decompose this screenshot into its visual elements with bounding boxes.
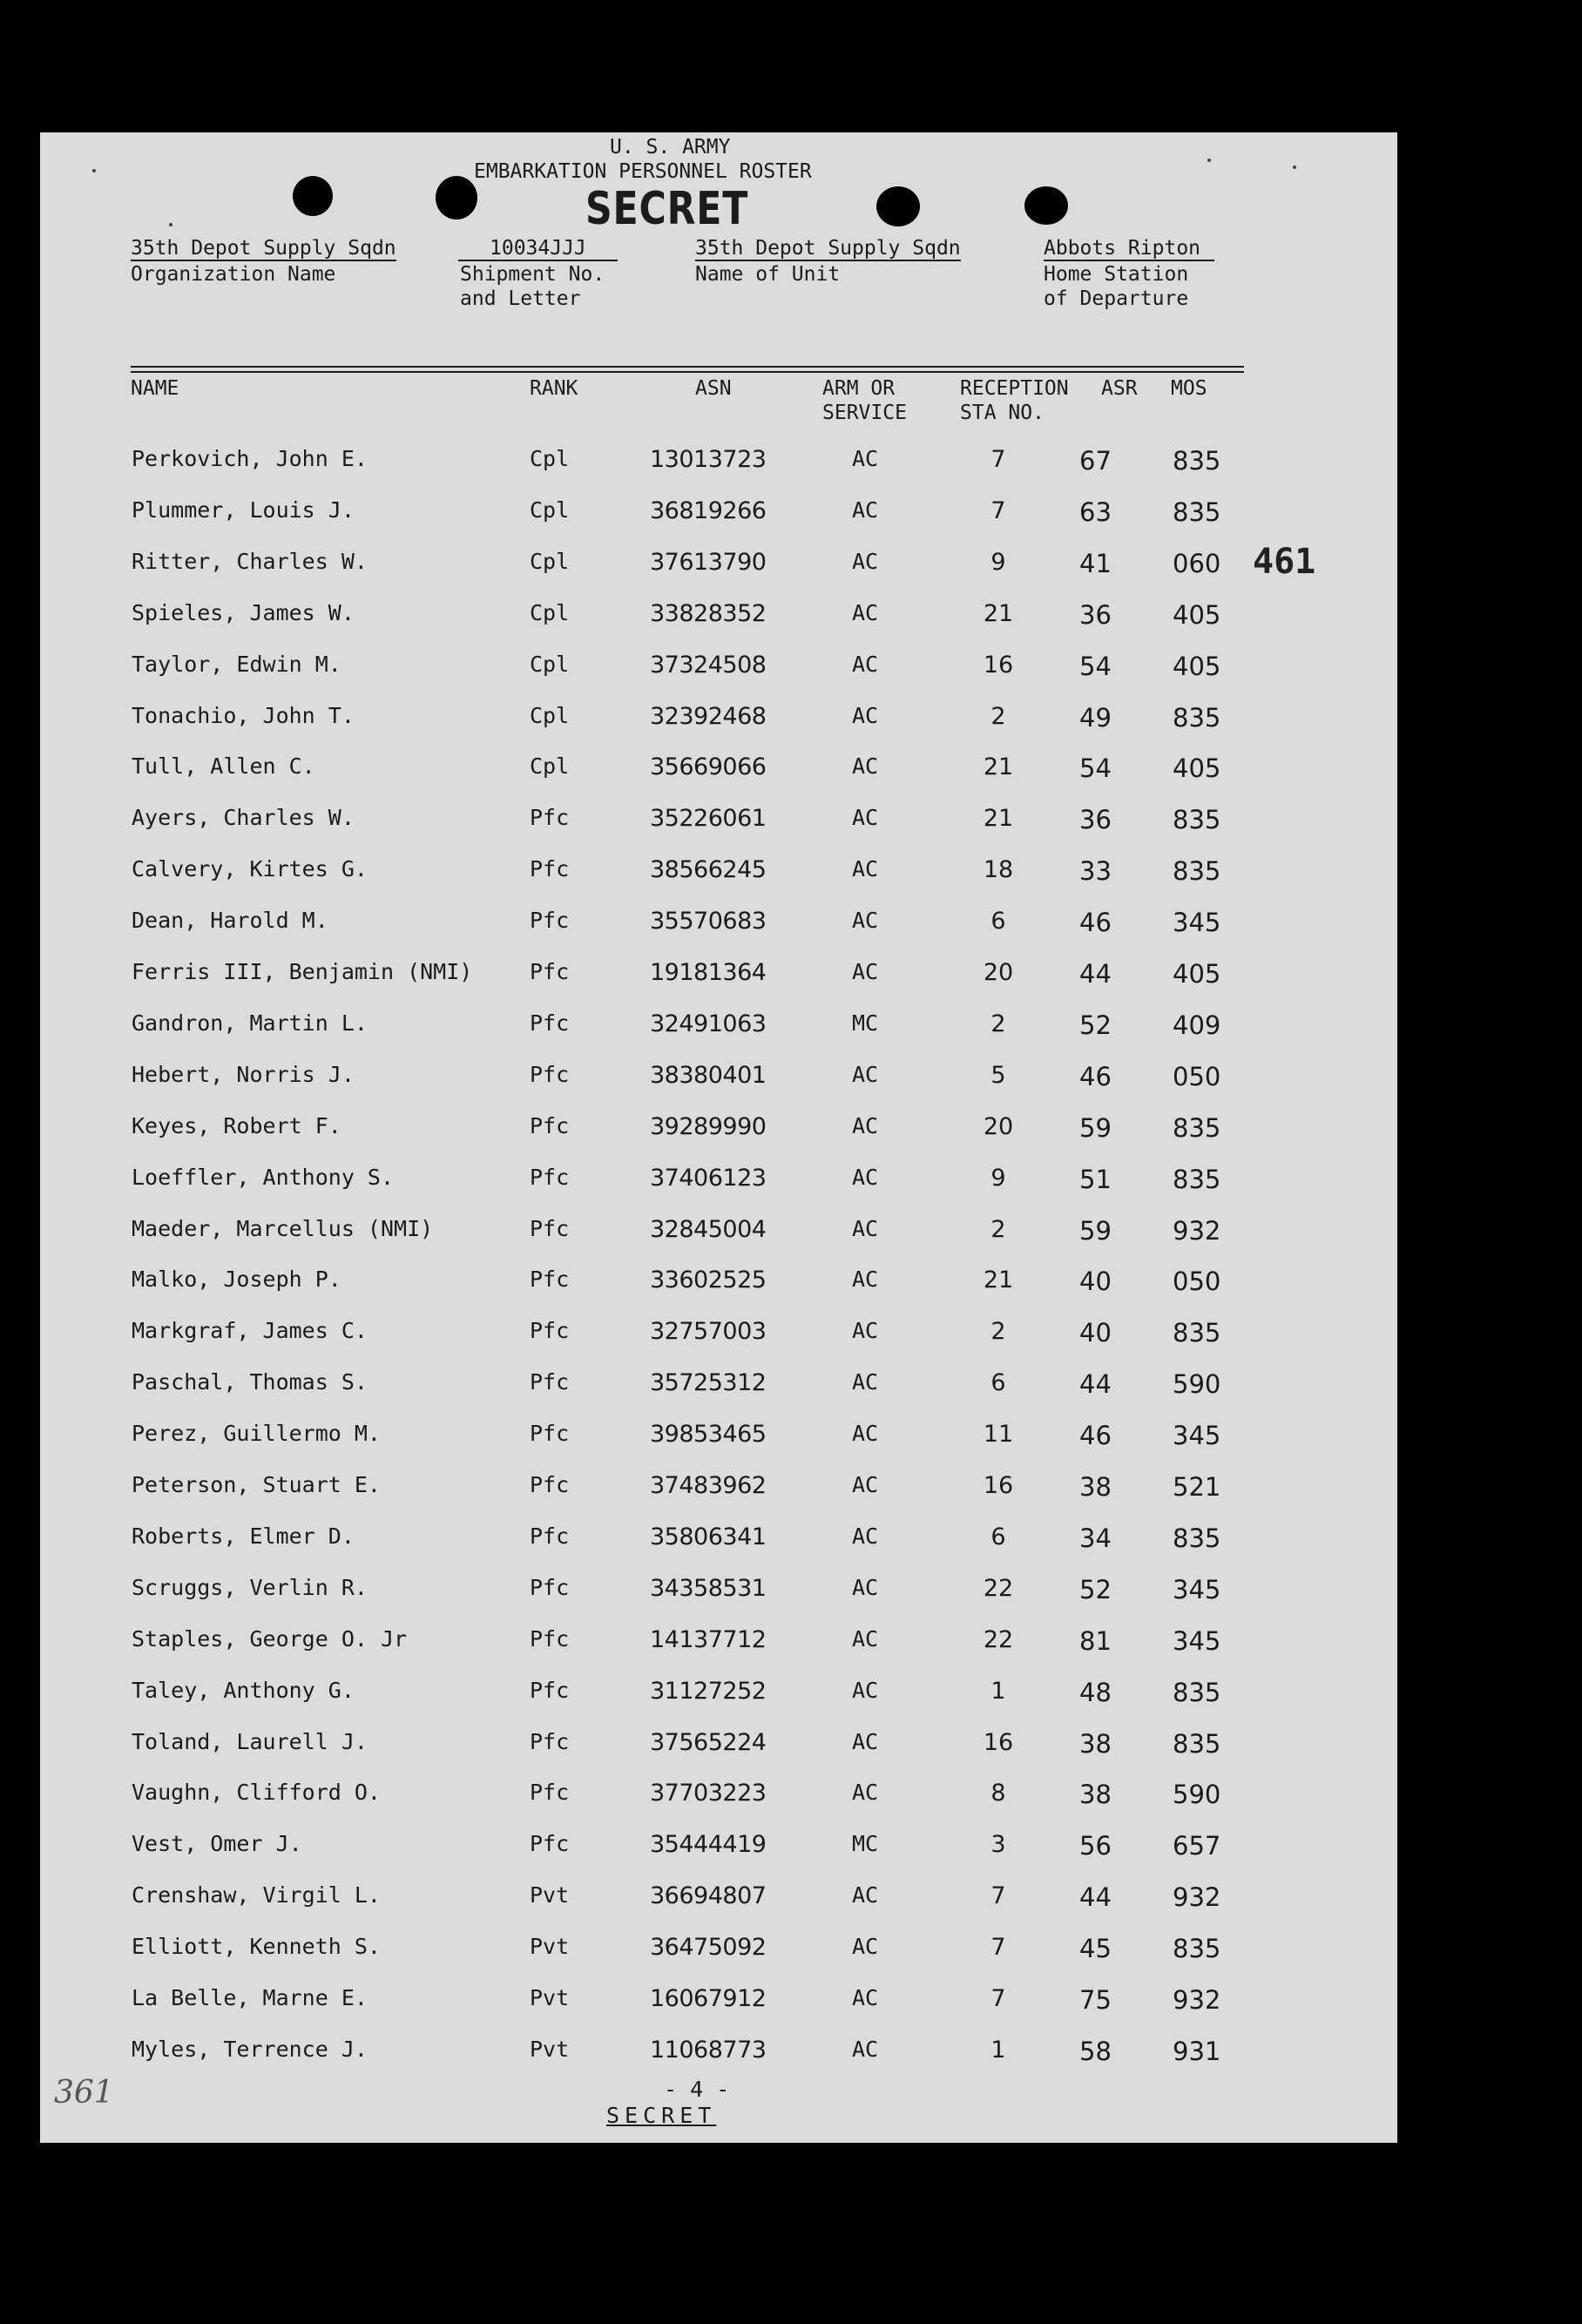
cell-asn: 37703223 [650,1780,767,1807]
cell-reception-station: 7 [990,446,1006,473]
cell-reception-station: 21 [983,805,1014,833]
cell-mos: 835 [1173,1728,1221,1759]
cell-arm-service: AC [852,1677,879,1703]
cell-arm-service: AC [852,1574,879,1600]
cell-rank: Pfc [530,1421,570,1447]
cell-name: Myles, Terrence J. [132,2036,368,2062]
cell-asr: 49 [1079,702,1112,733]
cell-mos: 345 [1173,908,1221,938]
cell-rank: Pfc [530,1831,570,1857]
cell-arm-service: AC [852,753,879,780]
cell-rank: Cpl [530,599,570,625]
table-row [40,1575,1397,1625]
cell-reception-station: 7 [990,1882,1006,1910]
cell-reception-station: 16 [983,1472,1014,1499]
table-row [40,1369,1397,1420]
cell-asr: 67 [1079,446,1112,476]
cell-rank: Cpl [530,446,570,471]
cell-name: Scruggs, Verlin R. [132,1574,368,1600]
cell-name: Taley, Anthony G. [132,1677,355,1703]
table-row [40,497,1397,548]
cell-arm-service: AC [852,1112,879,1138]
departure-label: of Departure [1044,287,1189,310]
table-row [40,1318,1397,1368]
cell-reception-station: 16 [983,651,1014,679]
cell-name: Markgraf, James C. [132,1318,368,1344]
cell-mos: 405 [1173,599,1221,630]
table-row [40,703,1397,753]
cell-asr: 44 [1079,1882,1112,1913]
cell-reception-station: 2 [990,1318,1006,1346]
cell-asn: 35669066 [650,753,767,781]
cell-name: Peterson, Stuart E. [132,1472,381,1497]
roster-table [40,132,1397,2143]
cell-reception-station: 7 [990,497,1006,524]
cell-arm-service: AC [852,1164,879,1190]
cell-name: Spieles, James W. [132,599,355,625]
cell-name: Perez, Guillermo M. [132,1421,381,1447]
cell-mos: 835 [1173,1112,1221,1143]
cell-asr: 40 [1079,1267,1112,1297]
cell-asn: 32392468 [650,702,767,730]
cell-asn: 39853465 [650,1421,767,1449]
cell-asn: 14137712 [650,1625,767,1653]
cell-asr: 48 [1079,1677,1112,1707]
cell-arm-service: MC [852,1831,879,1857]
cell-reception-station: 6 [990,1369,1006,1397]
cell-rank: Cpl [530,753,570,780]
cell-asn: 11068773 [650,2036,767,2064]
cell-mos: 835 [1173,856,1221,887]
cell-name: Vaughn, Clifford O. [132,1780,381,1806]
stamped-page-number: 461 [1253,542,1316,582]
cell-asn: 19181364 [650,959,767,986]
cell-asr: 46 [1079,908,1112,938]
cell-asr: 36 [1079,599,1112,630]
unit-name-value: 35th Depot Supply Sqdn [695,237,961,260]
cell-arm-service: AC [852,805,879,831]
cell-asn: 37483962 [650,1472,767,1499]
cell-asn: 36694807 [650,1882,767,1910]
cell-asr: 33 [1079,856,1112,887]
cell-asr: 81 [1079,1625,1112,1656]
cell-asr: 75 [1079,1985,1112,2015]
table-row [40,1729,1397,1780]
cell-arm-service: AC [852,1318,879,1344]
cell-asn: 37406123 [650,1164,767,1192]
cell-name: Perkovich, John E. [132,446,368,471]
cell-asn: 35570683 [650,908,767,936]
cell-rank: Pvt [530,1934,570,1960]
table-row [40,753,1397,804]
table-row [40,908,1397,958]
roster-page [40,132,1397,2143]
footer-classification: SECRET [606,2103,717,2128]
cell-arm-service: AC [852,1780,879,1806]
cell-arm-service: AC [852,1267,879,1293]
page-number: - 4 - [664,2077,730,2102]
cell-reception-station: 16 [983,1728,1014,1756]
cell-asr: 56 [1079,1831,1112,1861]
cell-rank: Pfc [530,908,570,934]
cell-reception-station: 5 [990,1061,1006,1089]
cell-asr: 46 [1079,1061,1112,1091]
col-header-reception: RECEPTION [960,377,1069,400]
cell-name: La Belle, Marne E. [132,1985,368,2010]
cell-rank: Pfc [530,959,570,984]
cell-name: Malko, Joseph P. [132,1267,341,1293]
cell-mos: 835 [1173,702,1221,733]
cell-asn: 35725312 [650,1369,767,1397]
cell-asr: 52 [1079,1010,1112,1040]
cell-rank: Pfc [530,856,570,882]
cell-mos: 835 [1173,1164,1221,1194]
table-row [40,959,1397,1010]
cell-arm-service: AC [852,959,879,984]
cell-rank: Pfc [530,1523,570,1549]
cell-mos: 409 [1173,1010,1221,1040]
cell-asn: 37565224 [650,1728,767,1756]
cell-asr: 40 [1079,1318,1112,1348]
cell-arm-service: AC [852,1421,879,1447]
cell-asn: 39289990 [650,1112,767,1140]
table-row [40,652,1397,702]
cell-reception-station: 3 [990,1831,1006,1859]
cell-asr: 38 [1079,1780,1112,1810]
cell-asn: 32757003 [650,1318,767,1346]
cell-reception-station: 9 [990,1164,1006,1192]
cell-arm-service: AC [852,1215,879,1241]
cell-mos: 835 [1173,497,1221,527]
cell-arm-service: AC [852,1882,879,1909]
cell-name: Calvery, Kirtes G. [132,856,368,882]
cell-name: Staples, George O. Jr [132,1625,408,1652]
cell-asn: 16067912 [650,1985,767,2012]
unit-name-label: Name of Unit [695,263,841,286]
cell-arm-service: AC [852,1369,879,1395]
cell-asr: 44 [1079,1369,1112,1400]
cell-rank: Pfc [530,1728,570,1754]
cell-name: Gandron, Martin L. [132,1010,368,1036]
cell-reception-station: 22 [983,1625,1014,1653]
cell-name: Tonachio, John T. [132,702,355,728]
table-row [40,1113,1397,1164]
organization-name-label: Organization Name [131,263,336,286]
table-row [40,1831,1397,1881]
organization-name-value: 35th Depot Supply Sqdn [131,237,396,260]
table-row [40,1267,1397,1317]
table-row [40,856,1397,907]
cell-asn: 13013723 [650,446,767,473]
col-header-rank: RANK [530,377,578,400]
cell-asr: 44 [1079,959,1112,989]
cell-mos: 345 [1173,1421,1221,1451]
cell-reception-station: 20 [983,1112,1014,1140]
cell-reception-station: 22 [983,1574,1014,1602]
cell-arm-service: AC [852,497,879,523]
cell-name: Keyes, Robert F. [132,1112,341,1138]
table-row [40,1780,1397,1830]
cell-rank: Pfc [530,1318,570,1344]
cell-rank: Pfc [530,1112,570,1138]
cell-rank: Pfc [530,1164,570,1190]
cell-rank: Cpl [530,497,570,523]
cell-asn: 38380401 [650,1061,767,1089]
cell-mos: 345 [1173,1625,1221,1656]
cell-asn: 38566245 [650,856,767,884]
cell-rank: Pfc [530,1574,570,1600]
cell-rank: Pfc [530,1472,570,1497]
form-title: EMBARKATION PERSONNEL ROSTER [474,160,812,183]
cell-asn: 35444419 [650,1831,767,1859]
cell-name: Maeder, Marcellus (NMI) [132,1215,434,1241]
cell-mos: 932 [1173,1215,1221,1246]
home-station-label: Home Station [1044,263,1189,286]
cell-asr: 38 [1079,1472,1112,1502]
cell-reception-station: 20 [983,959,1014,986]
cell-rank: Pfc [530,805,570,831]
cell-arm-service: AC [852,1472,879,1497]
cell-reception-station: 2 [990,1215,1006,1243]
cell-asn: 36819266 [650,497,767,524]
cell-arm-service: AC [852,908,879,934]
table-row [40,1985,1397,2036]
cell-asn: 35226061 [650,805,767,833]
cell-asn: 35806341 [650,1523,767,1550]
cell-arm-service: AC [852,856,879,882]
table-row [40,1421,1397,1471]
cell-mos: 050 [1173,1061,1221,1091]
cell-mos: 835 [1173,1523,1221,1553]
cell-mos: 405 [1173,753,1221,784]
cell-mos: 835 [1173,446,1221,476]
cell-asr: 46 [1079,1421,1112,1451]
cell-rank: Pfc [530,1061,570,1087]
cell-rank: Cpl [530,651,570,677]
table-row [40,1882,1397,1933]
cell-name: Hebert, Norris J. [132,1061,355,1087]
shipment-letter-label: and Letter [460,287,581,310]
cell-rank: Pvt [530,2036,570,2062]
cell-mos: 835 [1173,1934,1221,1964]
cell-mos: 405 [1173,959,1221,989]
cell-name: Ferris III, Benjamin (NMI) [132,959,473,984]
table-row [40,805,1397,855]
cell-asr: 38 [1079,1728,1112,1759]
cell-name: Plummer, Louis J. [132,497,355,523]
table-row [40,1523,1397,1574]
col-header-name: NAME [131,377,179,400]
home-station-value: Abbots Ripton [1044,237,1214,261]
cell-arm-service: AC [852,1985,879,2010]
table-row [40,1472,1397,1523]
handwritten-margin-note: 361 [54,2075,114,2111]
cell-mos: 835 [1173,805,1221,835]
cell-name: Tull, Allen C. [132,753,315,780]
cell-arm-service: AC [852,446,879,471]
cell-name: Crenshaw, Virgil L. [132,1882,381,1909]
cell-arm-service: MC [852,1010,879,1036]
cell-name: Toland, Laurell J. [132,1728,368,1754]
cell-mos: 835 [1173,1318,1221,1348]
cell-reception-station: 6 [990,908,1006,936]
shipment-number-value: 10034JJJ [458,237,618,261]
col-header-mos: MOS [1171,377,1207,400]
classification-heading: SECRET [585,183,749,235]
col-header-service: SERVICE [822,402,907,424]
cell-name: Dean, Harold M. [132,908,328,934]
cell-reception-station: 9 [990,548,1006,576]
cell-asn: 36475092 [650,1934,767,1962]
cell-reception-station: 2 [990,1010,1006,1037]
cell-asr: 41 [1079,548,1112,578]
cell-name: Loeffler, Anthony S. [132,1164,395,1190]
cell-name: Taylor, Edwin M. [132,651,341,677]
agency-title: U. S. ARMY [610,136,731,159]
cell-arm-service: AC [852,1523,879,1549]
cell-reception-station: 7 [990,1934,1006,1962]
cell-rank: Pfc [530,1369,570,1395]
cell-rank: Pfc [530,1780,570,1806]
cell-name: Paschal, Thomas S. [132,1369,368,1395]
col-header-sta-no: STA NO. [960,402,1045,424]
cell-arm-service: AC [852,548,879,574]
table-row [40,1934,1397,1984]
cell-reception-station: 18 [983,856,1014,884]
cell-reception-station: 1 [990,2036,1006,2064]
cell-asr: 51 [1079,1164,1112,1194]
cell-mos: 521 [1173,1472,1221,1502]
cell-reception-station: 21 [983,753,1014,781]
cell-asn: 37324508 [650,651,767,679]
cell-arm-service: AC [852,1625,879,1652]
cell-reception-station: 1 [990,1677,1006,1705]
cell-rank: Pfc [530,1677,570,1703]
cell-mos: 050 [1173,1267,1221,1297]
cell-mos: 060 [1173,548,1221,578]
cell-name: Ayers, Charles W. [132,805,355,831]
cell-asr: 36 [1079,805,1112,835]
cell-reception-station: 7 [990,1985,1006,2012]
cell-reception-station: 11 [983,1421,1014,1449]
table-row [40,600,1397,651]
cell-asr: 45 [1079,1934,1112,1964]
cell-arm-service: AC [852,651,879,677]
cell-asr: 54 [1079,651,1112,681]
cell-rank: Pfc [530,1215,570,1241]
table-row [40,1678,1397,1728]
cell-rank: Pvt [530,1882,570,1909]
cell-rank: Pfc [530,1625,570,1652]
cell-mos: 345 [1173,1574,1221,1605]
table-row [40,549,1397,599]
cell-reception-station: 8 [990,1780,1006,1807]
table-row [40,1165,1397,1215]
cell-mos: 590 [1173,1780,1221,1810]
cell-mos: 932 [1173,1985,1221,2015]
table-row [40,1010,1397,1061]
cell-asn: 33828352 [650,599,767,627]
col-header-asr: ASR [1101,377,1138,400]
cell-asr: 59 [1079,1112,1112,1143]
cell-asr: 52 [1079,1574,1112,1605]
cell-asr: 63 [1079,497,1112,527]
cell-mos: 657 [1173,1831,1221,1861]
cell-asr: 59 [1079,1215,1112,1246]
table-row [40,1062,1397,1112]
cell-reception-station: 21 [983,1267,1014,1294]
table-row [40,446,1397,497]
table-row [40,1216,1397,1267]
cell-name: Ritter, Charles W. [132,548,368,574]
cell-rank: Cpl [530,548,570,574]
cell-arm-service: AC [852,599,879,625]
table-row [40,1626,1397,1677]
cell-mos: 405 [1173,651,1221,681]
col-header-asn: ASN [695,377,732,400]
cell-asr: 58 [1079,2036,1112,2066]
cell-rank: Cpl [530,702,570,728]
cell-arm-service: AC [852,702,879,728]
cell-reception-station: 2 [990,702,1006,730]
cell-asn: 32491063 [650,1010,767,1037]
cell-name: Elliott, Kenneth S. [132,1934,381,1960]
cell-asn: 33602525 [650,1267,767,1294]
cell-reception-station: 21 [983,599,1014,627]
cell-arm-service: AC [852,1728,879,1754]
cell-arm-service: AC [852,1934,879,1960]
cell-name: Vest, Omer J. [132,1831,302,1857]
shipment-number-label: Shipment No. [460,263,605,286]
cell-rank: Pfc [530,1267,570,1293]
cell-mos: 835 [1173,1677,1221,1707]
cell-reception-station: 6 [990,1523,1006,1550]
cell-name: Roberts, Elmer D. [132,1523,355,1549]
cell-rank: Pfc [530,1010,570,1036]
cell-mos: 931 [1173,2036,1221,2066]
cell-asn: 37613790 [650,548,767,576]
cell-rank: Pvt [530,1985,570,2010]
cell-asr: 54 [1079,753,1112,784]
cell-asn: 31127252 [650,1677,767,1705]
cell-asr: 34 [1079,1523,1112,1553]
cell-asn: 32845004 [650,1215,767,1243]
cell-arm-service: AC [852,1061,879,1087]
cell-arm-service: AC [852,2036,879,2062]
cell-mos: 932 [1173,1882,1221,1913]
cell-mos: 590 [1173,1369,1221,1400]
cell-asn: 34358531 [650,1574,767,1602]
col-header-arm: ARM OR [822,377,896,400]
